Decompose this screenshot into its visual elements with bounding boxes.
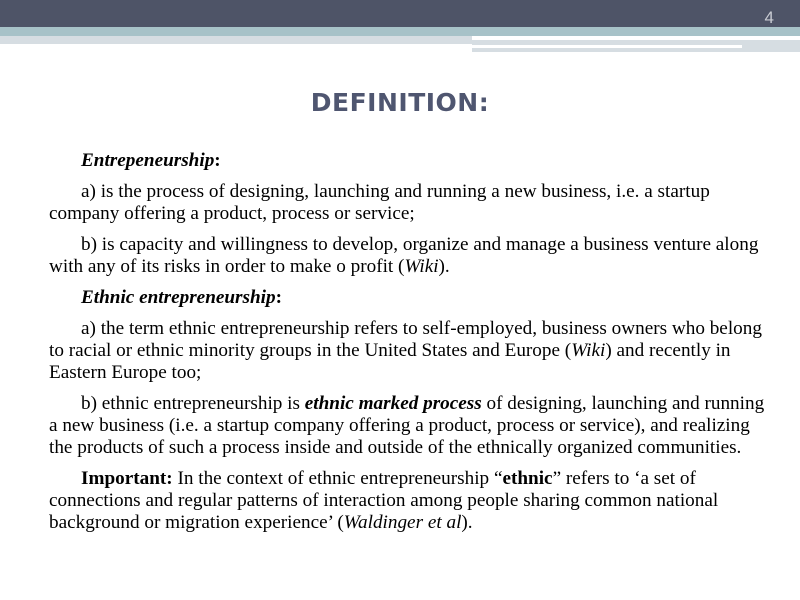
note-text-mid: ” refers to ‘a set of connections and regular patterns of interaction among people sharing common national background or migration experience’ ( <box>49 468 719 533</box>
definition-text: b) ethnic entrepreneurship is <box>81 393 305 414</box>
heading-colon: : <box>275 287 282 308</box>
slide-title: DEFINITION: <box>310 88 490 117</box>
important-note <box>49 468 769 534</box>
definition-text: b) is capacity and willingness to develop, organize and manage a business venture along with any of its risks in order to make o profit ( <box>49 234 759 277</box>
definition-text-end: of designing, launching and running a new business (i.e. a startup company offering a product, process or service), and realizing the products of such a process inside and outside of the ethnically organized communities. <box>49 393 765 458</box>
entrepreneurship-heading <box>49 150 769 172</box>
slide-body <box>49 150 769 543</box>
emphasized-term: ethnic <box>502 468 553 489</box>
header-stripe-left <box>0 36 472 44</box>
entrepreneurship-term: Entrepeneurship <box>81 150 215 171</box>
heading-colon: : <box>214 150 221 171</box>
slide-number: 4 <box>764 8 774 27</box>
definition-text: a) the term ethnic entrepreneurship refers to self-employed, business owners who belong to racial or ethnic minority groups in the United States and Europe ( <box>49 318 762 361</box>
header-bar <box>0 0 800 27</box>
source-citation: Wiki <box>571 340 606 361</box>
definition-text-end: ) and recently in Eastern Europe too; <box>49 340 731 383</box>
definition-text-end: ). <box>438 256 450 277</box>
ethnic-entrepreneurship-term: Ethnic entrepreneurship <box>81 287 276 308</box>
note-text-end: ). <box>461 512 473 533</box>
header-stripe-accent <box>0 27 800 36</box>
source-citation: Waldinger et al <box>343 512 462 533</box>
source-citation: Wiki <box>404 256 439 277</box>
entrepreneurship-definition-b <box>49 234 769 278</box>
note-text: In the context of ethnic entrepreneurship “ <box>172 468 503 489</box>
ethnic-entrepreneurship-heading <box>49 287 769 309</box>
emphasized-phrase: ethnic marked process <box>304 393 482 414</box>
important-label: Important: <box>81 468 173 489</box>
entrepreneurship-definition-a: a) is the process of designing, launching and running a new business, i.e. a startup company offering a product, process or service; <box>49 181 710 224</box>
header-stripe-divider <box>472 45 742 48</box>
ethnic-definition-a <box>49 318 769 384</box>
ethnic-definition-b <box>49 393 769 459</box>
